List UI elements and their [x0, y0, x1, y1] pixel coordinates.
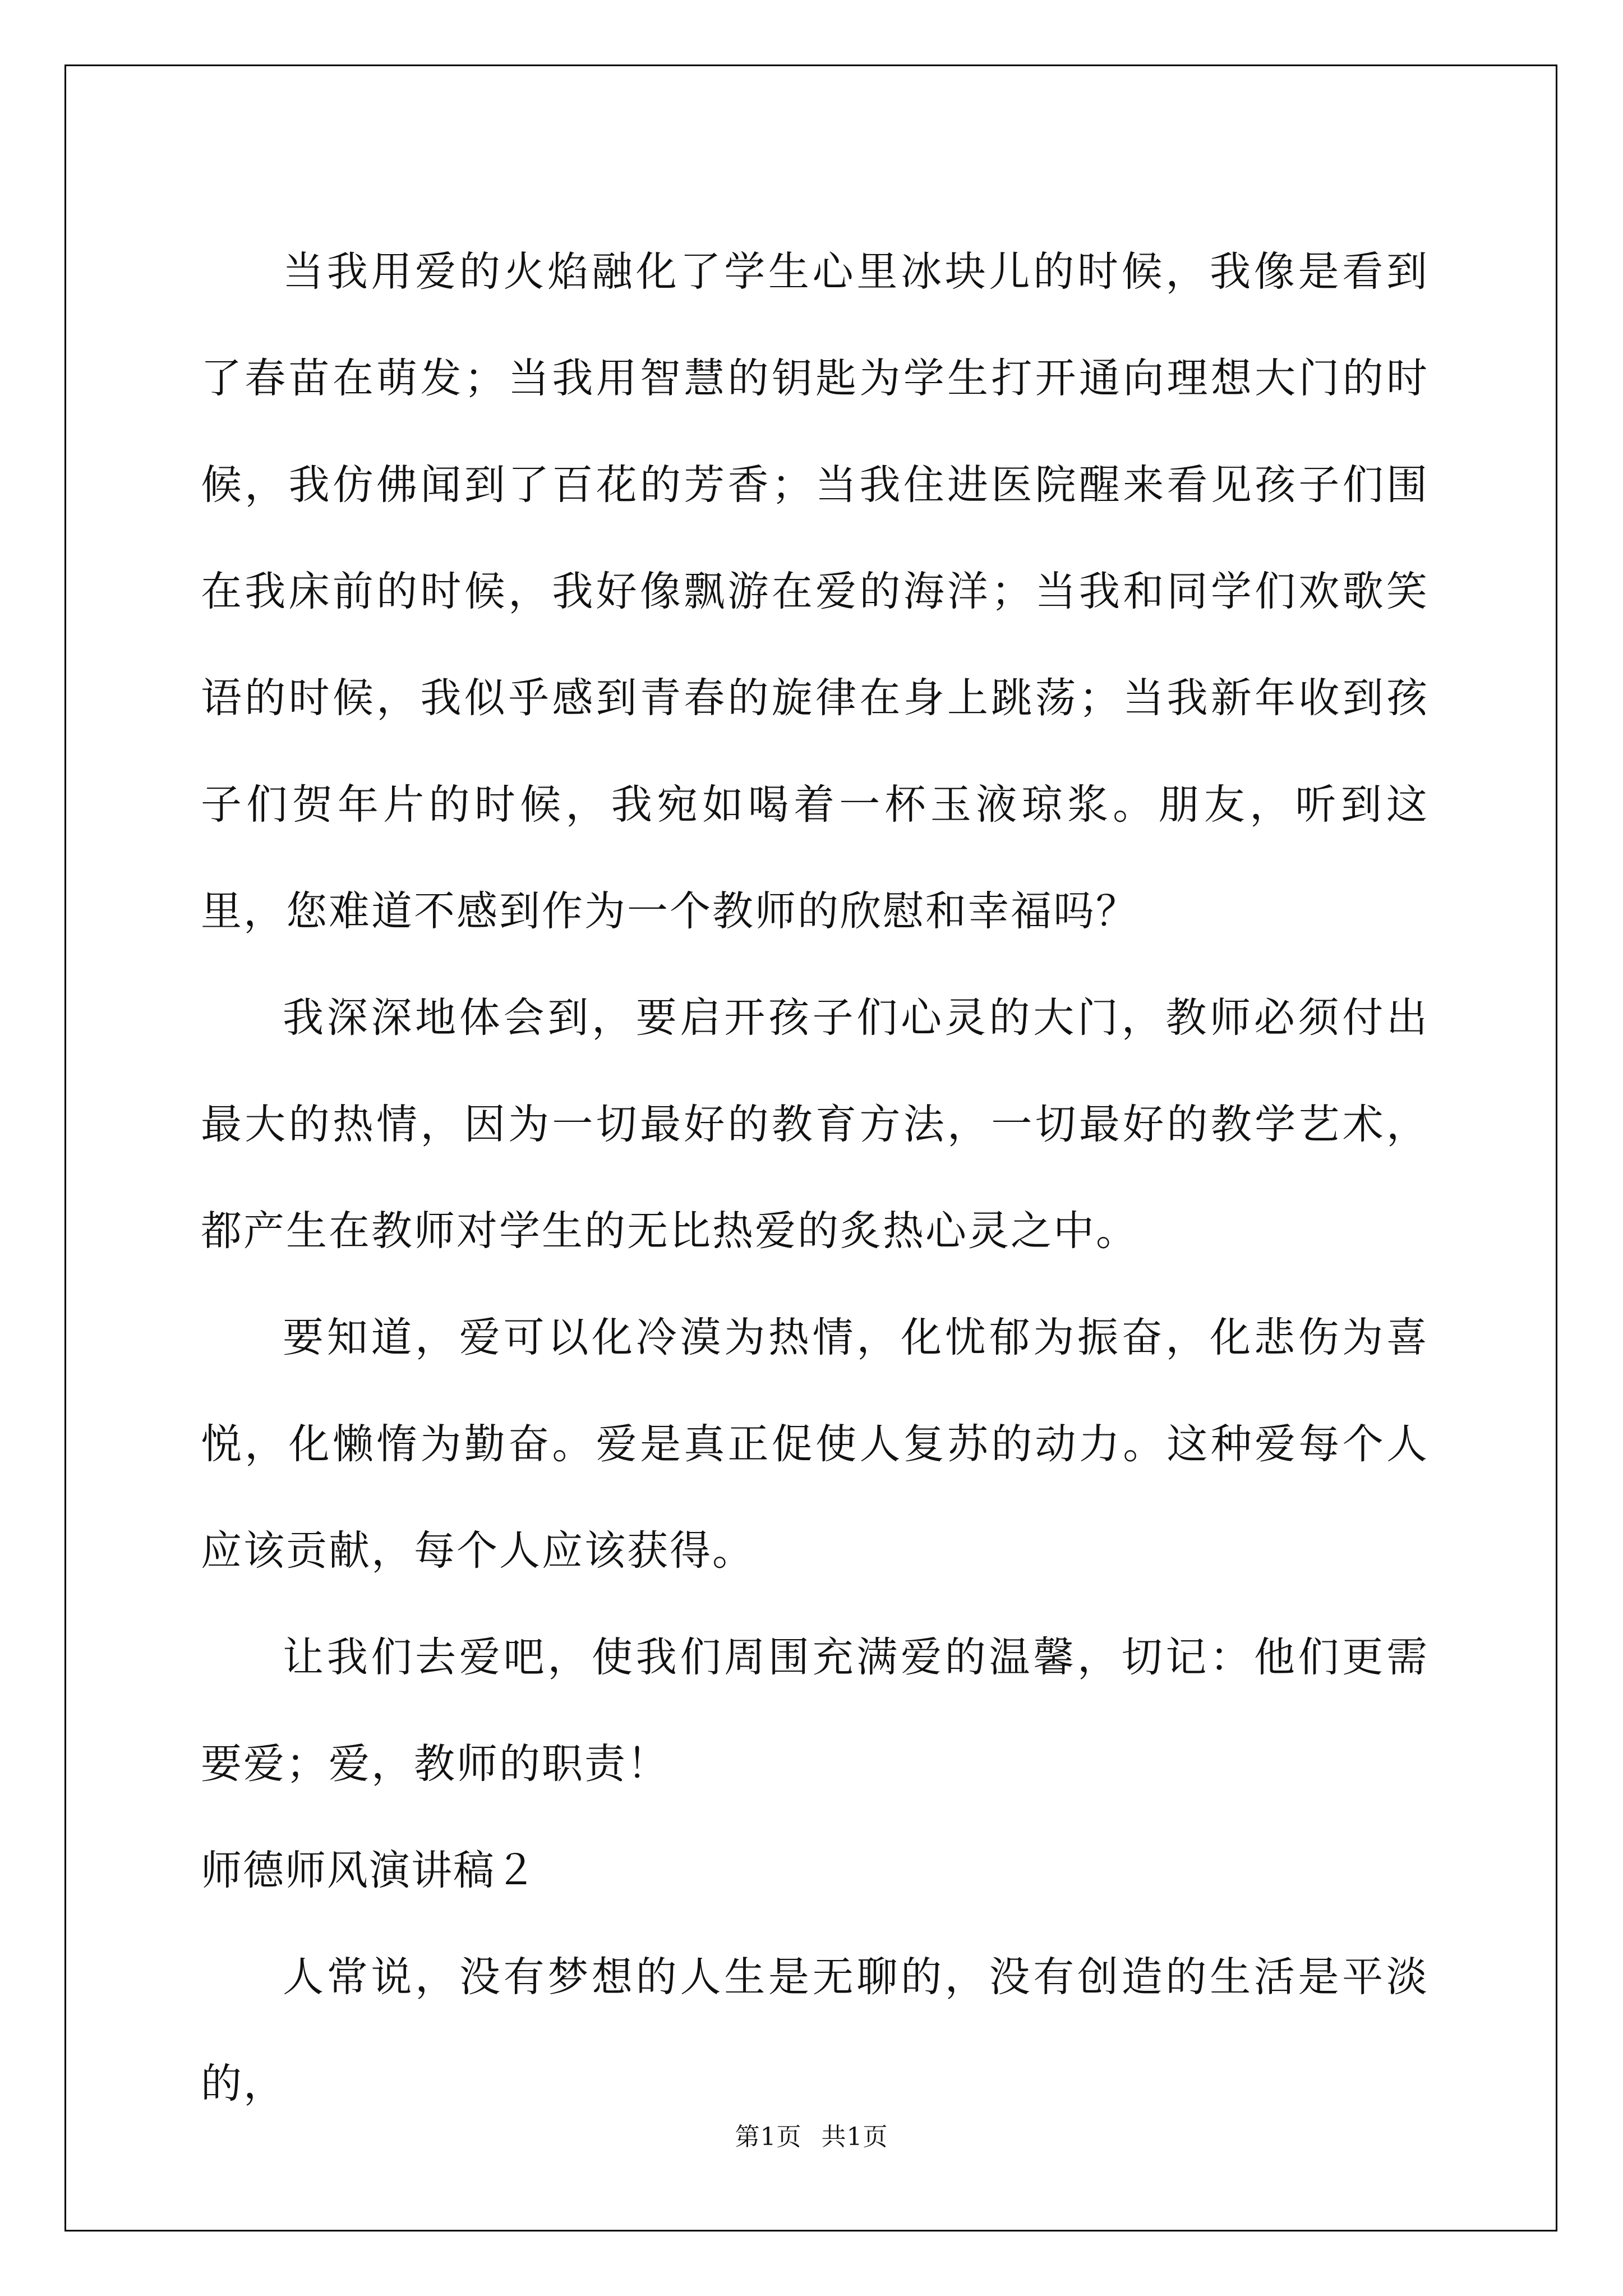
page-total: 共1页 — [821, 2123, 888, 2151]
page-number: 第1页 — [735, 2123, 802, 2151]
paragraph-3: 要知道，爱可以化冷漠为热情，化忧郁为振奋，化悲伤为喜悦，化懒惰为勤奋。爱是真正促使人复苏的动力。这种爱每个人应该贡献，每个人应该获得。 — [201, 1314, 1429, 1575]
page-footer — [0, 2120, 1623, 2154]
document-body — [201, 219, 1429, 2137]
section-heading: 师德师风演讲稿２ — [201, 1847, 537, 1894]
paragraph-1: 当我用爱的火焰融化了学生心里冰块儿的时候，我像是看到了春苗在萌发；当我用智慧的钥匙为学生打开通向理想大门的时候，我仿佛闻到了百花的芳香；当我住进医院醒来看见孩子们围在我床前的时候，我好像飘游在爱的海洋；当我和同学们欢歌笑语的时候，我似乎感到青春的旋律在身上跳荡；当我新年收到孩子们贺年片的时候，我宛如喝着一杯玉液琼浆。朋友，听到这里，您难道不感到作为一个教师的欣慰和幸福吗？ — [201, 248, 1429, 935]
section-paragraph: 人常说，没有梦想的人生是无聊的，没有创造的生活是平淡的， — [201, 1953, 1429, 2108]
paragraph-4: 让我们去爱吧，使我们周围充满爱的温馨，切记：他们更需要爱；爱，教师的职责！ — [201, 1634, 1429, 1788]
paragraph-2: 我深深地体会到，要启开孩子们心灵的大门，教师必须付出最大的热情，因为一切最好的教育方法，一切最好的教学艺术，都产生在教师对学生的无比热爱的炙热心灵之中。 — [201, 994, 1429, 1255]
